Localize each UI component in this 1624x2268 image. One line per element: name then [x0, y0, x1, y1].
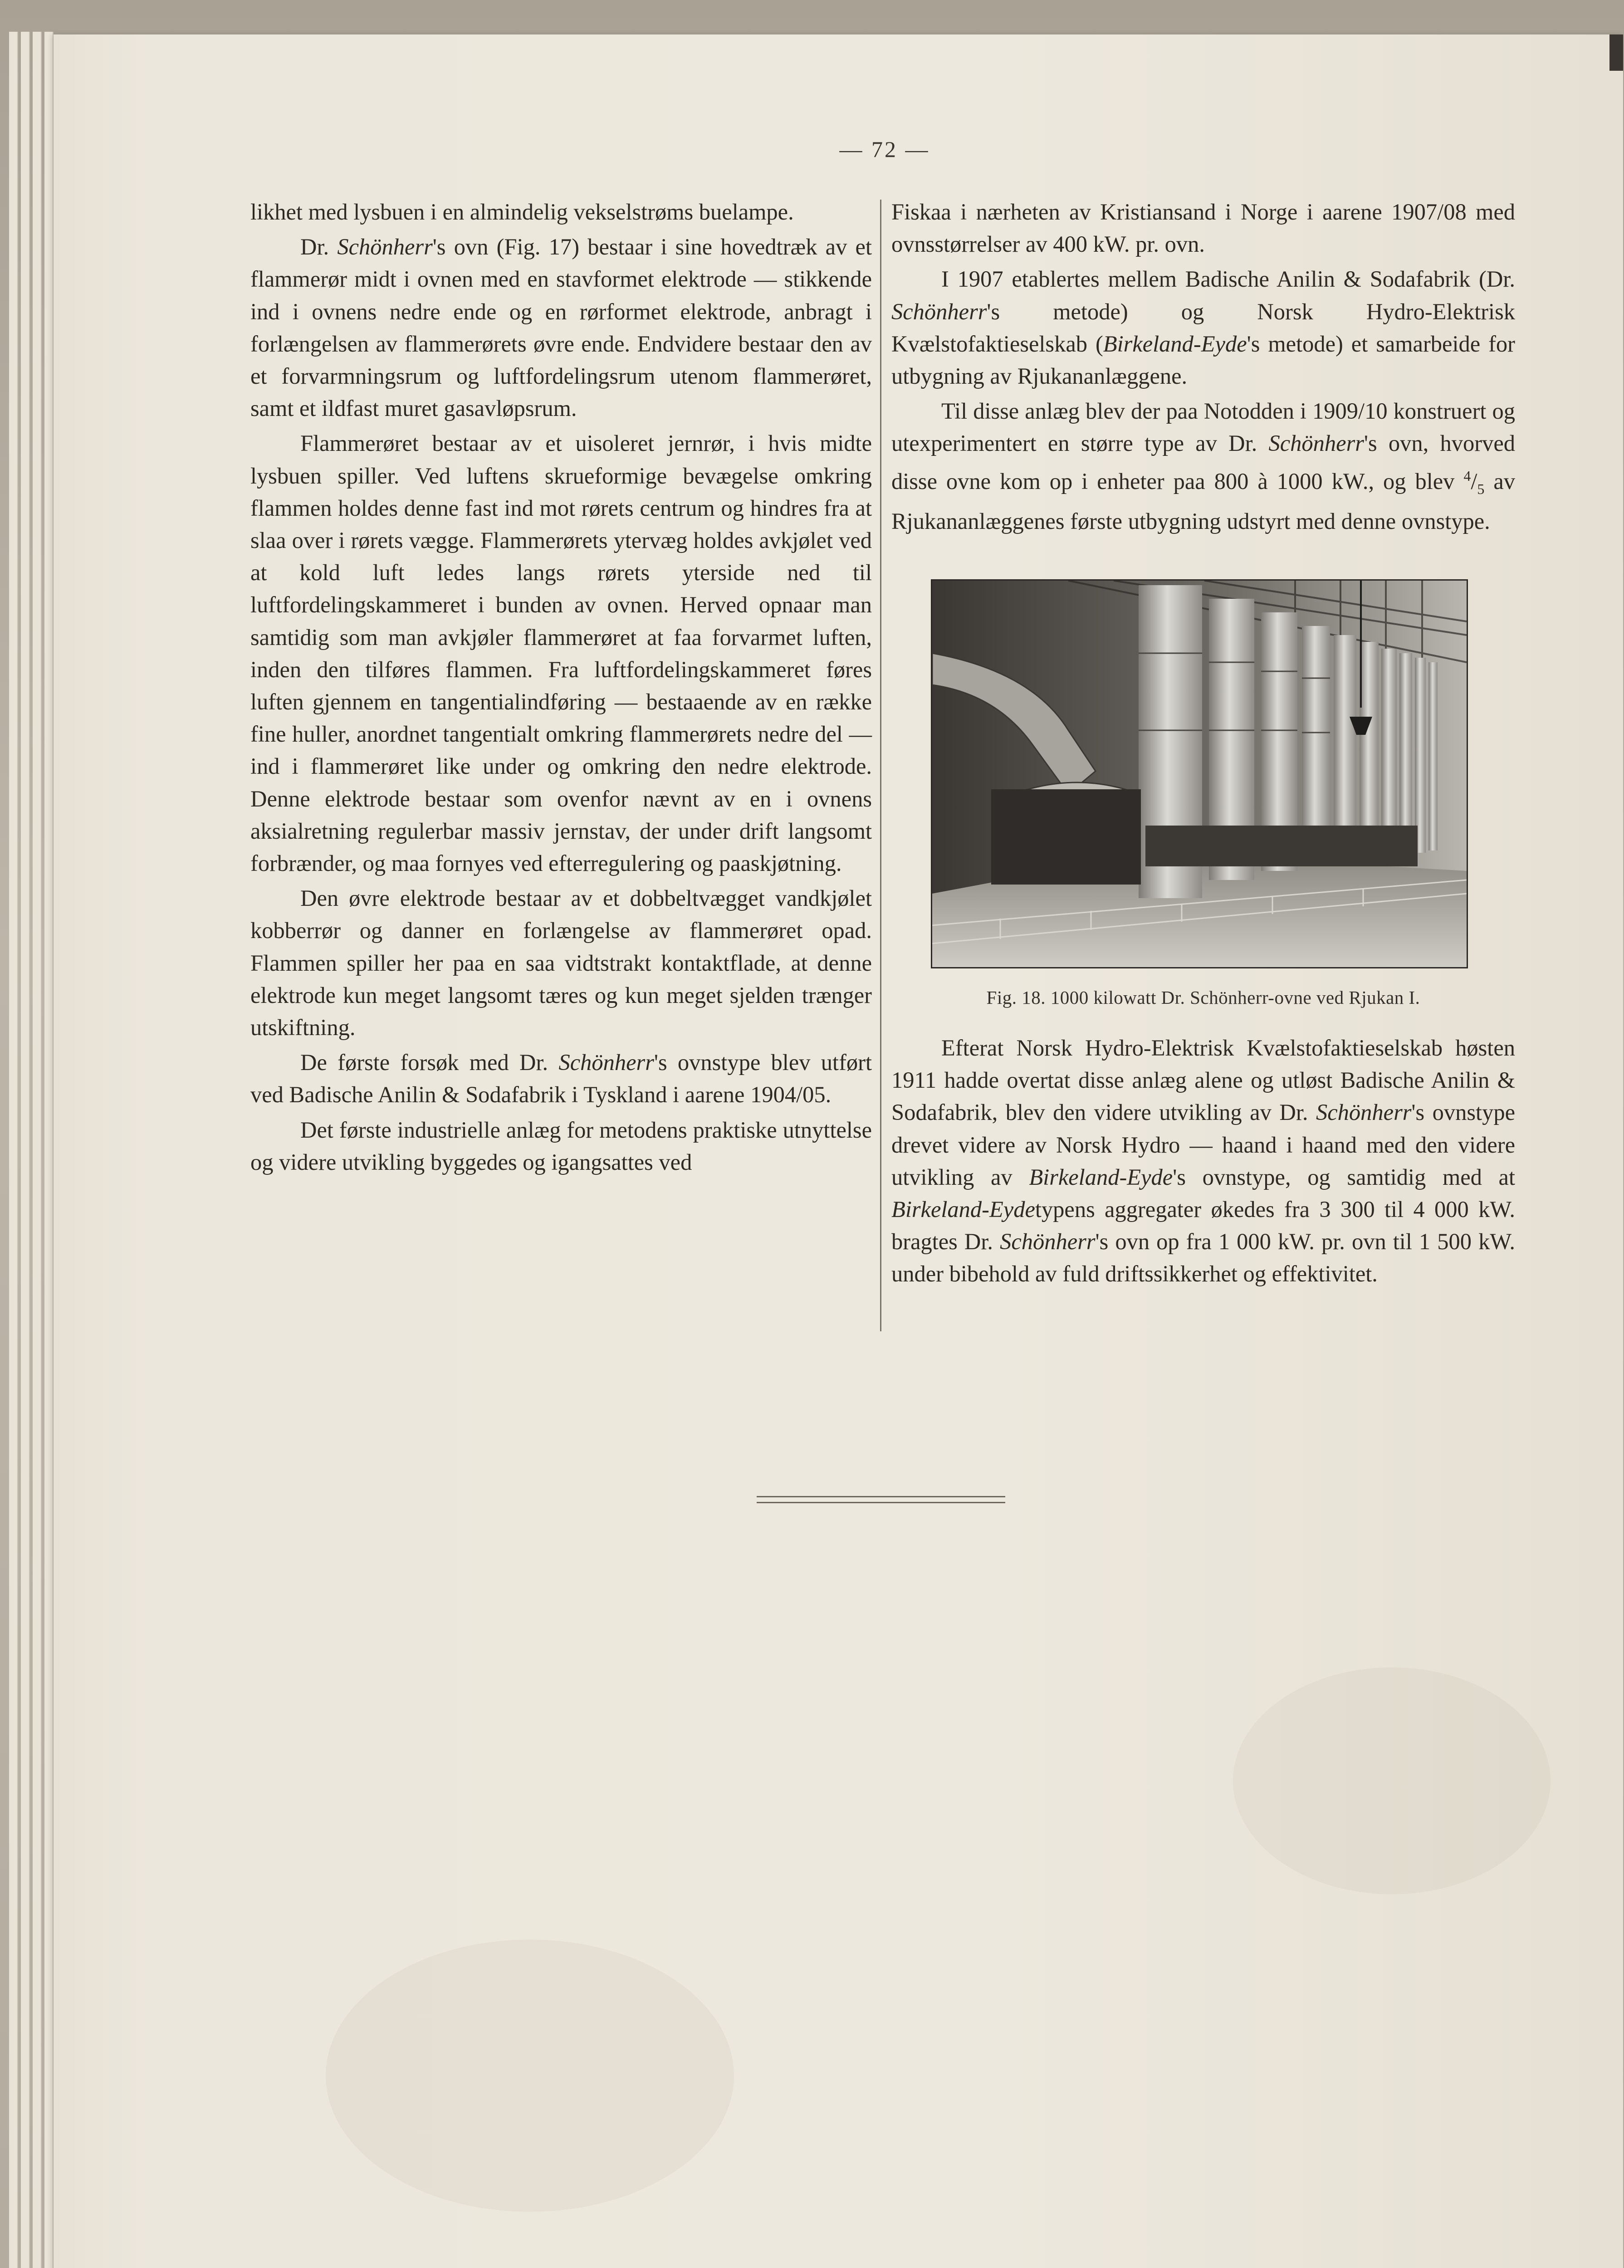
- paragraph-text: 's ovnstype drevet videre av Norsk Hydro — haand i haand med den videre utvikling av: [891, 1100, 1515, 1190]
- paragraph: [250, 1046, 872, 1111]
- person-name: Schönherr: [1000, 1229, 1096, 1255]
- page-number: — 72 —: [839, 137, 930, 162]
- fraction-numerator: 4: [1463, 467, 1471, 484]
- person-name: Schönherr: [337, 234, 433, 260]
- paragraph: [250, 427, 872, 880]
- furnace-hall-photograph: [931, 579, 1468, 968]
- paragraph-text: Til disse anlæg blev der paa Notodden i 1909/10 konstruert og utexperimentert en større type av Dr.: [891, 398, 1515, 456]
- paragraph: [250, 1114, 872, 1178]
- paragraph-text: 's ovn op fra 1 000 kW. pr. ovn til 1 500 kW. under bibehold av fuld driftssikkerhet og effektivitet.: [891, 1229, 1515, 1287]
- fraction-denominator: 5: [1477, 480, 1485, 497]
- binding-corner: [1609, 34, 1623, 71]
- paragraph: Til disse anlæg blev der paa Notodden i 1909/10 konstruert og utexperimentert en større type av Dr. Schönherr's ovn, hvorved disse ovne kom op i enheter paa 800 à 1000 kW., og blev $^4/_5$ av Rjukananlæggenes første utbygning udstyrt med denne ovnstype.: [891, 398, 1515, 534]
- paragraph-text: I 1907 etablertes mellem Badische Anilin & Sodafabrik (Dr.: [941, 266, 1515, 292]
- paragraph: [250, 196, 872, 228]
- paragraph-text: likhet med lysbuen i en almindelig vekselstrøms buelampe.: [250, 199, 794, 225]
- person-name: Schönherr: [558, 1050, 654, 1075]
- person-name: Birkeland-Eyde: [1029, 1164, 1173, 1190]
- paragraph-text: 's ovnstype, og samtidig med at: [1173, 1164, 1515, 1190]
- paragraph-text: Den øvre elektrode bestaar av et dobbeltvægget vandkjølet kobberrør og danner en forlængelse av flammerøret opad. Flammen spiller her paa en saa vidtstrakt kontaktflade, at denne elektrode kun meget langsomt tæres og kun meget sjelden trænger utskiftning.: [250, 885, 872, 1041]
- person-name: Birkeland-Eyde: [1103, 331, 1247, 357]
- paragraph: [250, 231, 872, 425]
- paragraph-text: 's ovn, hvorved disse ovne kom op i enheter paa 800 à 1000 kW., og blev: [891, 430, 1515, 494]
- person-name: Schönherr: [891, 298, 987, 324]
- page-edge: [21, 32, 30, 2268]
- person-name: Schönherr: [1316, 1100, 1412, 1125]
- right-column-lower: [891, 1032, 1515, 1293]
- person-name: Birkeland-Eyde: [891, 1197, 1035, 1222]
- paragraph: [891, 1032, 1515, 1290]
- paragraph-text: Dr.: [300, 234, 338, 260]
- paragraph-text: De første forsøk med Dr.: [300, 1050, 559, 1075]
- paragraph-text: 's ovn (Fig. 17) bestaar i sine hovedtræk av et flammerør midt i ovnen med en stavformet elektrode — stikkende ind i ovnens nedre ende og en rørformet elektrode, anbragt i forlængelsen av flammerørets øvre ende. Endvidere bestaar den av et forvarmningsrum og luftfordelingsrum utenom flammerøret, samt et ildfast muret gasavløpsrum.: [250, 234, 872, 421]
- paragraph-text: 's metode) og Norsk Hydro-Elektrisk Kvælstofaktieselskab (: [891, 298, 1515, 357]
- section-end-rule: [757, 1496, 1005, 1503]
- left-column: [250, 196, 872, 1181]
- page-edge: [44, 32, 54, 2268]
- paragraph-text: Flammerøret bestaar av et uisoleret jernrør, i hvis midte lysbuen spiller. Ved luftens skrueformige bevægelse omkring flammen holdes denne fast ind mot rørets centrum og hindres fra at slaa over i rørets vægge. Flammerørets ytervæg holdes avkjølet ved at kold luft ledes langs rørets yterside ned til luftfordelingskammeret i bunden av ovnen. Herved opnaar man samtidig som man avkjøler flammerøret at faa forvarmet luften, inden den tilføres flammen. Fra luftfordelingskammeret føres luften gjennem en tangentialindføring — bestaaende av en række fine huller, anordnet tangentialt omkring flammerørets nedre del — ind i flammerøret like under og omkring den nedre elektrode. Denne elektrode bestaar som ovenfor nævnt av en i ovnens aksialretning regulerbar massiv jernstav, der under drift langsomt forbrænder, og maa fornyes ved efterregulering og paaskjøtning.: [250, 430, 872, 876]
- paragraph-text: Fiskaa i nærheten av Kristiansand i Norge i aarene 1907/08 med ovnsstørrelser av 400 kW. pr. ovn.: [891, 199, 1515, 257]
- paper-stain: [326, 1940, 734, 2212]
- right-column: [891, 196, 1515, 540]
- page-edge: [33, 32, 42, 2268]
- paragraph: [891, 263, 1515, 392]
- paragraph-text: 's metode) et samarbeide for utbygning av Rjukananlæggene.: [891, 331, 1515, 389]
- figure-caption: Fig. 18. 1000 kilowatt Dr. Schönherr-ovne ved Rjukan I.: [986, 987, 1420, 1008]
- paragraph-text: Det første industrielle anlæg for metodens praktiske utnyttelse og videre utvikling byggedes og igangsattes ved: [250, 1117, 872, 1175]
- photo-illustration: [932, 581, 1467, 967]
- paper-stain: [1233, 1667, 1551, 1894]
- paragraph: [891, 196, 1515, 260]
- page-edge: [9, 32, 18, 2268]
- paragraph-text: Efterat Norsk Hydro-Elektrisk Kvælstofaktieselskab høsten 1911 hadde overtat disse anlæg alene og utløst Badische Anilin & Sodafabrik, blev den videre utvikling av Dr.: [891, 1035, 1515, 1125]
- paragraph-text: typens aggregater økedes fra 3 300 til 4 000 kW. bragtes Dr.: [891, 1197, 1515, 1255]
- paragraph-text: av Rjukananlæggenes første utbygning udstyrt med denne ovnstype.: [891, 468, 1515, 534]
- person-name: Schönherr: [1268, 430, 1364, 456]
- paragraph-text: 's ovnstype blev utført ved Badische Anilin & Sodafabrik i Tyskland i aarene 1904/05.: [250, 1050, 872, 1108]
- paragraph: [250, 882, 872, 1044]
- column-divider: [880, 200, 881, 1331]
